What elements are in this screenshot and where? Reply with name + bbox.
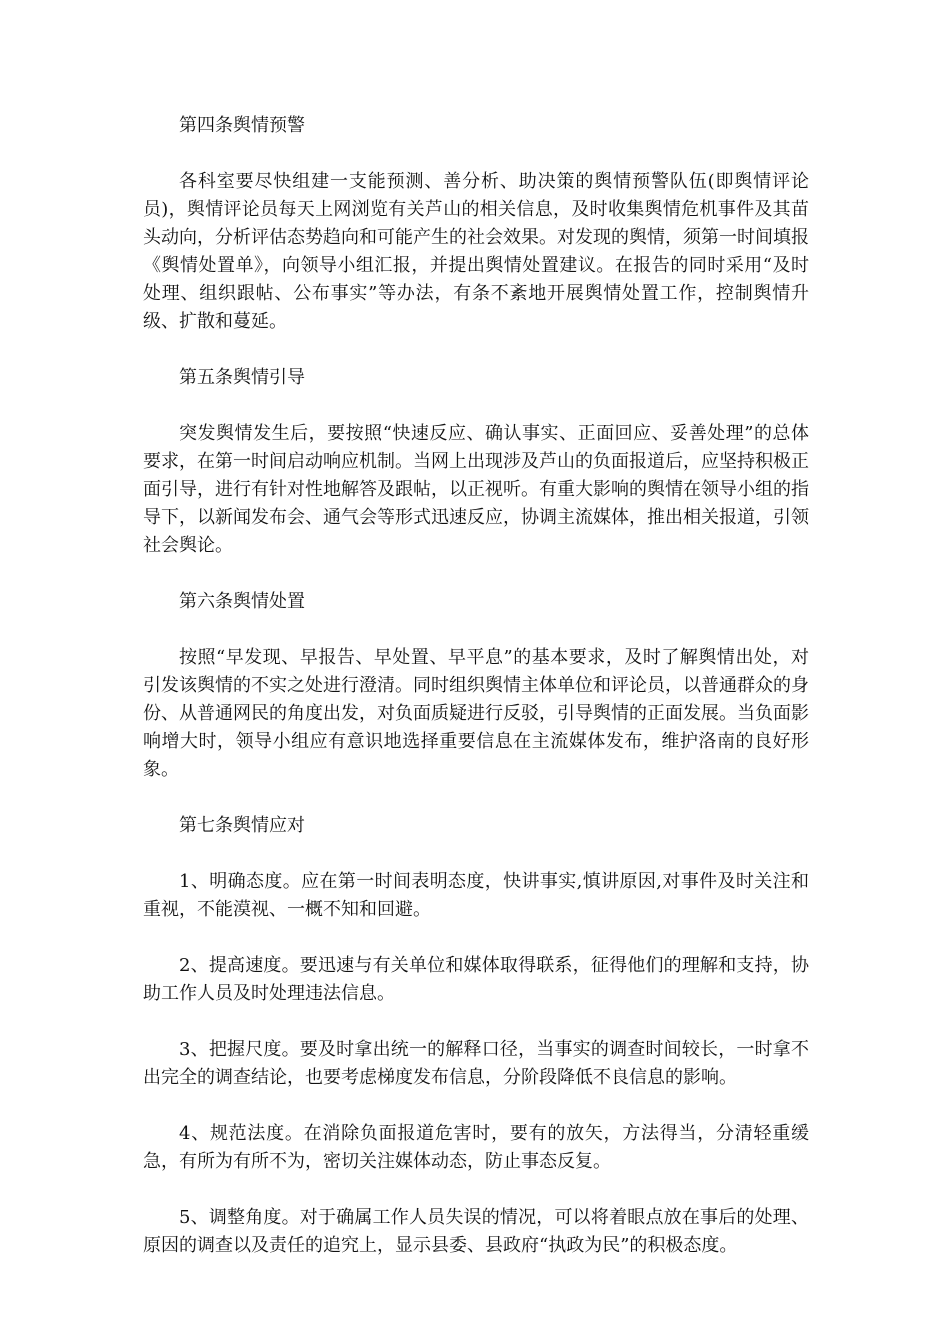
section-heading-5: 第五条舆情引导 (179, 367, 305, 388)
section-7-item-4: 4、规范法度。在消除负面报道危害时，要有的放矢，方法得当，分清轻重缓急，有所为有所不为，密切关注媒体动态，防止事态反复。 (143, 1123, 809, 1172)
section-heading-6: 第六条舆情处置 (179, 591, 305, 612)
document-page (143, 112, 809, 1288)
section-7-item-3: 3、把握尺度。要及时拿出统一的解释口径，当事实的调查时间较长，一时拿不出完全的调查结论，也要考虑梯度发布信息，分阶段降低不良信息的影响。 (143, 1039, 809, 1088)
section-6-paragraph: 按照“早发现、早报告、早处置、早平息”的基本要求，及时了解舆情出处，对引发该舆情的不实之处进行澄清。同时组织舆情主体单位和评论员，以普通群众的身份、从普通网民的角度出发，对负面质疑进行反驳，引导舆情的正面发展。当负面影响增大时，领导小组应有意识地选择重要信息在主流媒体发布，维护洛南的良好形象。 (143, 647, 809, 780)
section-7-item-5: 5、调整角度。对于确属工作人员失误的情况，可以将着眼点放在事后的处理、原因的调查以及责任的追究上，显示县委、县政府“执政为民”的积极态度。 (143, 1207, 809, 1256)
section-7-item-2: 2、提高速度。要迅速与有关单位和媒体取得联系，征得他们的理解和支持，协助工作人员及时处理违法信息。 (143, 955, 809, 1004)
section-heading-7: 第七条舆情应对 (179, 815, 305, 836)
section-4-paragraph: 各科室要尽快组建一支能预测、善分析、助决策的舆情预警队伍(即舆情评论员)，舆情评论员每天上网浏览有关芦山的相关信息，及时收集舆情危机事件及其苗头动向，分析评估态势趋向和可能产生的社会效果。对发现的舆情，须第一时间填报《舆情处置单》，向领导小组汇报，并提出舆情处置建议。在报告的同时采用“及时处理、组织跟帖、公布事实”等办法，有条不紊地开展舆情处置工作，控制舆情升级、扩散和蔓延。 (143, 171, 809, 332)
section-5-paragraph: 突发舆情发生后，要按照“快速反应、确认事实、正面回应、妥善处理”的总体要求，在第一时间启动响应机制。当网上出现涉及芦山的负面报道后，应坚持积极正面引导，进行有针对性地解答及跟帖，以正视听。有重大影响的舆情在领导小组的指导下，以新闻发布会、通气会等形式迅速反应，协调主流媒体，推出相关报道，引领社会舆论。 (143, 423, 809, 556)
section-heading-4: 第四条舆情预警 (179, 115, 305, 136)
section-7-item-1: 1、明确态度。应在第一时间表明态度，快讲事实,慎讲原因,对事件及时关注和重视，不能漠视、一概不知和回避。 (143, 871, 809, 920)
